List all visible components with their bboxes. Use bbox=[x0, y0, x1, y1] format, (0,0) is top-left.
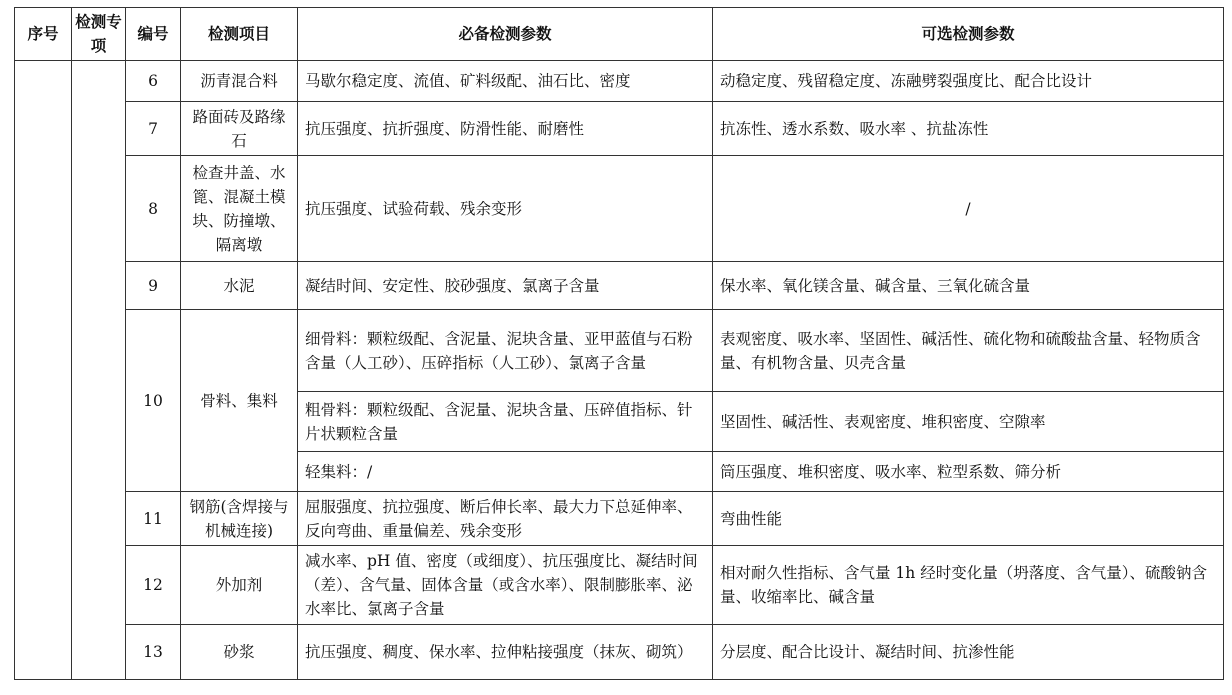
row-optional: 弯曲性能 bbox=[713, 492, 1224, 546]
table-row bbox=[15, 492, 1224, 546]
table-row bbox=[15, 546, 1224, 625]
category-cell bbox=[72, 61, 126, 680]
table-row bbox=[15, 625, 1224, 680]
row-required: 抗压强度、抗折强度、防滑性能、耐磨性 bbox=[298, 102, 713, 156]
detection-parameters-table bbox=[14, 7, 1224, 680]
header-required: 必备检测参数 bbox=[298, 8, 713, 61]
table-row bbox=[15, 102, 1224, 156]
row-required: 抗压强度、试验荷载、残余变形 bbox=[298, 156, 713, 262]
seq-cell bbox=[15, 61, 72, 680]
row-item: 检查井盖、水篦、混凝土模块、防撞墩、隔离墩 bbox=[181, 156, 298, 262]
row-item: 水泥 bbox=[181, 262, 298, 310]
row-optional: / bbox=[713, 156, 1224, 262]
row-item: 骨料、集料 bbox=[181, 310, 298, 492]
row-optional: 相对耐久性指标、含气量 1h 经时变化量（坍落度、含气量）、硫酸钠含量、收缩率比、碱含量 bbox=[713, 546, 1224, 625]
row-no: 7 bbox=[126, 102, 181, 156]
table-row bbox=[15, 156, 1224, 262]
header-optional: 可选检测参数 bbox=[713, 8, 1224, 61]
row-required: 抗压强度、稠度、保水率、拉伸粘接强度（抹灰、砌筑） bbox=[298, 625, 713, 680]
row-no: 8 bbox=[126, 156, 181, 262]
row-optional: 坚固性、碱活性、表观密度、堆积密度、空隙率 bbox=[713, 392, 1224, 452]
row-item: 外加剂 bbox=[181, 546, 298, 625]
header-category: 检测专项 bbox=[72, 8, 126, 61]
table-row bbox=[15, 61, 1224, 102]
header-row bbox=[15, 8, 1224, 61]
table-row bbox=[15, 310, 1224, 392]
row-no: 13 bbox=[126, 625, 181, 680]
row-optional: 保水率、氧化镁含量、碱含量、三氧化硫含量 bbox=[713, 262, 1224, 310]
row-optional: 分层度、配合比设计、凝结时间、抗渗性能 bbox=[713, 625, 1224, 680]
row-optional: 抗冻性、透水系数、吸水率 、抗盐冻性 bbox=[713, 102, 1224, 156]
row-item: 砂浆 bbox=[181, 625, 298, 680]
header-seq: 序号 bbox=[15, 8, 72, 61]
row-no: 11 bbox=[126, 492, 181, 546]
row-no: 12 bbox=[126, 546, 181, 625]
row-required: 粗骨料：颗粒级配、含泥量、泥块含量、压碎值指标、针片状颗粒含量 bbox=[298, 392, 713, 452]
header-item: 检测项目 bbox=[181, 8, 298, 61]
row-required: 屈服强度、抗拉强度、断后伸长率、最大力下总延伸率、反向弯曲、重量偏差、残余变形 bbox=[298, 492, 713, 546]
row-no: 10 bbox=[126, 310, 181, 492]
row-no: 6 bbox=[126, 61, 181, 102]
row-optional: 表观密度、吸水率、坚固性、碱活性、硫化物和硫酸盐含量、轻物质含量、有机物含量、贝壳含量 bbox=[713, 310, 1224, 392]
row-required: 轻集料：/ bbox=[298, 452, 713, 492]
row-optional: 筒压强度、堆积密度、吸水率、粒型系数、筛分析 bbox=[713, 452, 1224, 492]
row-item: 钢筋(含焊接与机械连接) bbox=[181, 492, 298, 546]
row-required: 马歇尔稳定度、流值、矿料级配、油石比、密度 bbox=[298, 61, 713, 102]
row-item: 路面砖及路缘石 bbox=[181, 102, 298, 156]
row-required: 凝结时间、安定性、胶砂强度、氯离子含量 bbox=[298, 262, 713, 310]
row-no: 9 bbox=[126, 262, 181, 310]
header-no: 编号 bbox=[126, 8, 181, 61]
row-required: 减水率、pH 值、密度（或细度）、抗压强度比、凝结时间（差）、含气量、固体含量（或含水率）、限制膨胀率、泌水率比、氯离子含量 bbox=[298, 546, 713, 625]
row-item: 沥青混合料 bbox=[181, 61, 298, 102]
table-row bbox=[15, 262, 1224, 310]
row-optional: 动稳定度、残留稳定度、冻融劈裂强度比、配合比设计 bbox=[713, 61, 1224, 102]
row-required: 细骨料：颗粒级配、含泥量、泥块含量、亚甲蓝值与石粉含量（人工砂）、压碎指标（人工砂）、氯离子含量 bbox=[298, 310, 713, 392]
